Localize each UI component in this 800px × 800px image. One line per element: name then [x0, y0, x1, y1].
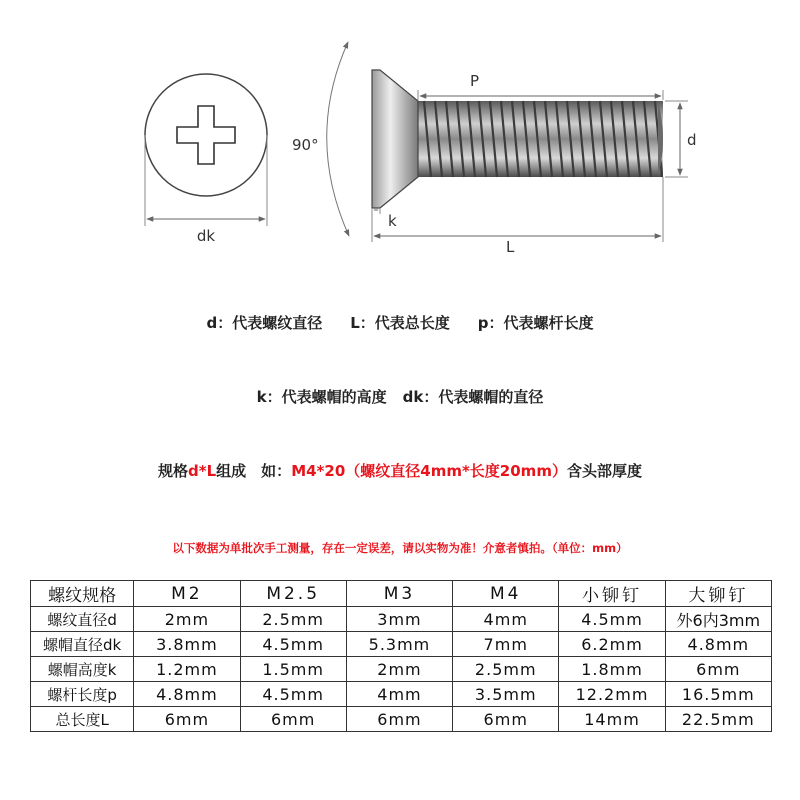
legend-l-label: L — [350, 314, 360, 332]
table-cell: 6mm — [453, 707, 559, 732]
legend-p-label: p — [477, 314, 489, 332]
table-cell: 7mm — [453, 632, 559, 657]
table-cell: 2mm — [346, 657, 452, 682]
table-cell: 2.5mm — [453, 657, 559, 682]
p-label: P — [470, 72, 480, 90]
screw-dimension-diagram — [0, 0, 800, 290]
legend-dk-text: ：代表螺帽的直径 — [423, 388, 544, 406]
row-label: 螺纹直径d — [31, 607, 134, 632]
legend-d-label: d — [206, 314, 218, 332]
table-cell: 4mm — [346, 682, 452, 707]
table-cell: 5.3mm — [346, 632, 452, 657]
legend-p-text: ：代表螺杆长度 — [488, 314, 594, 332]
spec-table — [30, 580, 772, 732]
table-cell: 22.5mm — [665, 707, 771, 732]
table-cell: 12.2mm — [559, 682, 665, 707]
spec-formula: d*L — [188, 462, 217, 480]
table-header-cell: 小铆钉 — [559, 581, 665, 607]
table-cell: 4mm — [453, 607, 559, 632]
table-cell: 6mm — [134, 707, 240, 732]
table-header-cell: M2 — [134, 581, 240, 607]
legend-k-text: ：代表螺帽的高度 — [266, 388, 387, 406]
phillips-cross-icon — [177, 106, 235, 164]
row-label: 螺帽直径dk — [31, 632, 134, 657]
table-header-cell: M2.5 — [240, 581, 346, 607]
row-label: 螺杆长度p — [31, 682, 134, 707]
table-cell: 2mm — [134, 607, 240, 632]
d-label: d — [687, 131, 697, 149]
table-header-cell: M4 — [453, 581, 559, 607]
spec-suffix: 组成 如： — [216, 462, 292, 480]
table-cell: 16.5mm — [665, 682, 771, 707]
legend-dk-label: dk — [402, 388, 424, 406]
row-label: 总长度L — [31, 707, 134, 732]
legend-line-3 — [0, 460, 800, 481]
table-cell: 4.5mm — [240, 682, 346, 707]
table-cell: 外6内3mm — [665, 607, 771, 632]
measurement-notice: 以下数据为单批次手工测量，存在一定误差，请以实物为准！介意者慎拍。（单位：mm） — [172, 541, 628, 555]
legend-d-text: ：代表螺纹直径 — [217, 314, 323, 332]
legend-line-1 — [0, 312, 800, 333]
table-cell: 1.8mm — [559, 657, 665, 682]
table-cell: 4.5mm — [559, 607, 665, 632]
table-cell: 1.5mm — [240, 657, 346, 682]
spec-prefix: 规格 — [158, 462, 189, 480]
table-cell: 4.5mm — [240, 632, 346, 657]
screw-side-view — [292, 42, 697, 256]
table-cell: 6mm — [346, 707, 452, 732]
table-cell: 2.5mm — [240, 607, 346, 632]
table-cell: 4.8mm — [134, 682, 240, 707]
legend-line-2 — [0, 386, 800, 407]
screw-head-top-view — [145, 74, 267, 245]
angle-label: 90° — [292, 136, 319, 154]
l-label: L — [506, 238, 515, 256]
table-cell: 3mm — [346, 607, 452, 632]
row-label: 螺帽高度k — [31, 657, 134, 682]
table-cell: 6.2mm — [559, 632, 665, 657]
table-row — [31, 632, 772, 657]
spec-example: M4*20（螺纹直径4mm*长度20mm） — [291, 462, 567, 480]
table-cell: 3.8mm — [134, 632, 240, 657]
angle-arc — [327, 42, 349, 236]
table-cell: 3.5mm — [453, 682, 559, 707]
countersunk-head — [372, 70, 418, 208]
spec-tail: 含头部厚度 — [566, 462, 642, 480]
table-cell: 14mm — [559, 707, 665, 732]
table-header-cell: 大铆钉 — [665, 581, 771, 607]
table-row — [31, 607, 772, 632]
table-cell: 6mm — [665, 657, 771, 682]
legend-k-label: k — [256, 388, 267, 406]
table-cell: 6mm — [240, 707, 346, 732]
legend-l-text: ：代表总长度 — [359, 314, 450, 332]
k-label: k — [388, 212, 397, 230]
table-row — [31, 707, 772, 732]
dk-label: dk — [196, 227, 216, 245]
table-row — [31, 682, 772, 707]
table-row — [31, 657, 772, 682]
table-header-row — [31, 581, 772, 607]
table-cell: 1.2mm — [134, 657, 240, 682]
table-cell: 4.8mm — [665, 632, 771, 657]
table-header-cell: M3 — [346, 581, 452, 607]
table-header-cell: 螺纹规格 — [31, 581, 134, 607]
